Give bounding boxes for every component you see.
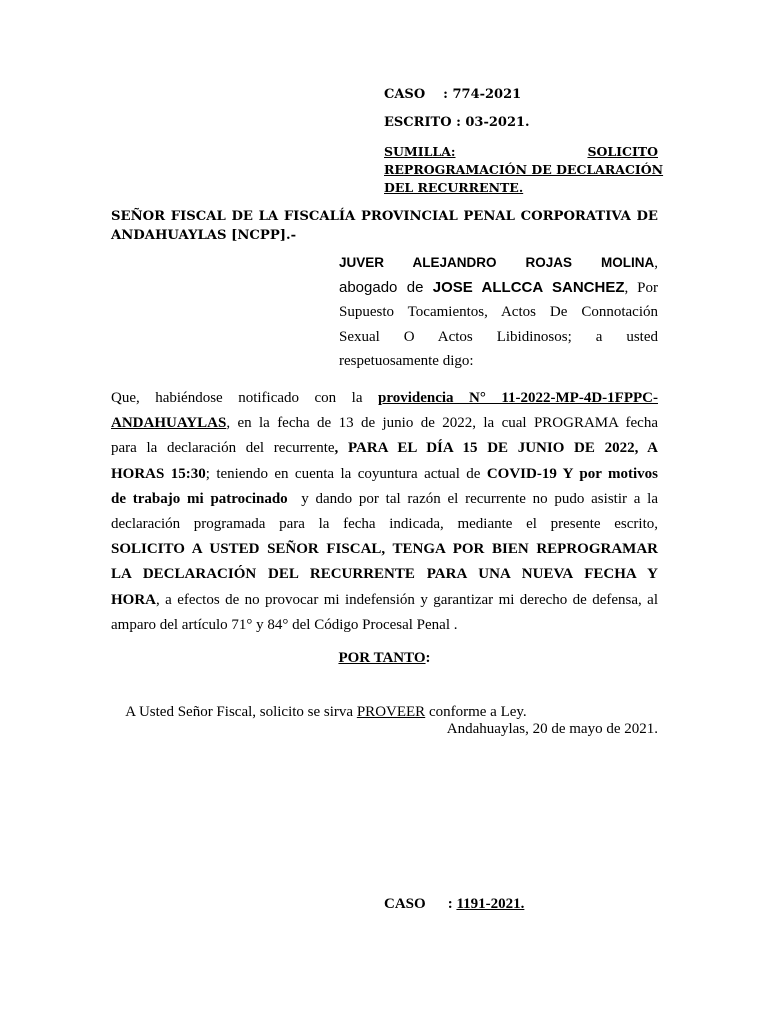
request-a: A Usted Señor Fiscal, solicito se sirva [125,704,357,720]
body-line4 [111,462,658,487]
next-caso [384,896,524,913]
por-tanto-colon: : [425,650,431,666]
lawyer-name: JUVER ALEJANDRO ROJAS MOLINA [339,255,655,270]
next-caso-value: 1191-2021. [456,896,525,912]
providencia-ref-cont: ANDAHUAYLAS [111,415,227,432]
body-l5a: de trabajo mi patrocinado [111,490,288,507]
header-escrito [384,115,530,130]
providencia-ref: providencia N° 11-2022-MP-4D-1FPPC- [377,390,658,406]
caso-value: : 774-2021 [443,87,522,102]
body-l1a: Que, habiéndose notificado con la [111,390,378,406]
next-caso-sep: : [447,896,457,912]
addressee-line1: SEÑOR FISCAL DE LA FISCALÍA PROVINCIAL PENAL CORPORATIVA DE [111,209,658,224]
introduction [339,251,658,374]
body-line3 [111,436,658,461]
sumilla-word: SOLICITO [587,144,658,159]
intro-por: , Por [624,279,658,296]
date-line: Andahuaylas, 20 de mayo de 2021. [446,721,658,737]
abogado-de: abogado de [339,278,433,296]
escrito-value: : 03-2021. [456,115,530,130]
client-name: JOSE ALLCCA SANCHEZ [432,278,625,296]
body-l4a: HORAS 15:30 [111,465,206,482]
body-line2 [111,411,658,436]
body-paragraph [111,386,658,638]
intro-line4: Sexual O Actos Libidinosos; a usted [339,328,658,345]
body-l4b: ; teniendo en cuenta la coyuntura actual de [205,465,487,482]
body-line9 [111,588,658,613]
sumilla-line2: REPROGRAMACIÓN DE DECLARACIÓN [384,162,664,177]
body-line10: amparo del artículo 71° y 84° del Código Procesal Penal . [111,616,458,633]
request-c: conforme a Ley. [425,704,527,720]
intro-line5: respetuosamente digo: [339,353,474,369]
body-line6: declaración programada para la fecha indicada, mediante el presente escrito, [111,515,658,532]
escrito-label: ESCRITO [384,115,452,130]
addressee [111,207,658,245]
sumilla-line3: DEL RECURRENTE. [384,180,524,195]
intro-comma: , [654,255,658,271]
body-line7: SOLICITO A USTED SEÑOR FISCAL, TENGA POR BIEN REPROGRAMAR [111,541,658,558]
intro-line2 [339,276,658,301]
proveer: PROVEER [356,704,426,720]
body-l4c: COVID-19 Y por motivos [486,465,658,482]
body-l9b: , a efectos de no provocar mi indefensión y garantizar mi derecho de defensa, al [156,591,658,608]
addressee-line2: ANDAHUAYLAS [NCPP].- [111,228,297,243]
body-l9a: HORA [111,591,156,608]
body-l5b: y dando por tal razón el recurrente no pudo asistir a la [287,490,658,507]
body-l2b: , en la fecha de 13 de junio de 2022, la cual PROGRAMA fecha [226,415,658,432]
body-l3b: , PARA EL DÍA 15 DE JUNIO DE 2022, A [334,440,658,457]
por-tanto-label: POR TANTO [338,650,426,666]
header-caso [384,87,521,102]
body-line1 [111,386,658,411]
sumilla-label: SUMILLA: [384,144,456,159]
header-sumilla [384,143,664,197]
por-tanto [111,650,658,667]
next-caso-label: CASO [384,896,426,912]
body-l3a: para la declaración del recurrente [111,440,335,457]
caso-label: CASO [384,87,426,102]
body-line5 [111,487,658,512]
intro-line1 [339,251,658,276]
intro-line3: Supuesto Tocamientos, Actos De Connotación [339,304,658,320]
body-line8: LA DECLARACIÓN DEL RECURRENTE PARA UNA NUEVA FECHA Y [111,566,658,583]
